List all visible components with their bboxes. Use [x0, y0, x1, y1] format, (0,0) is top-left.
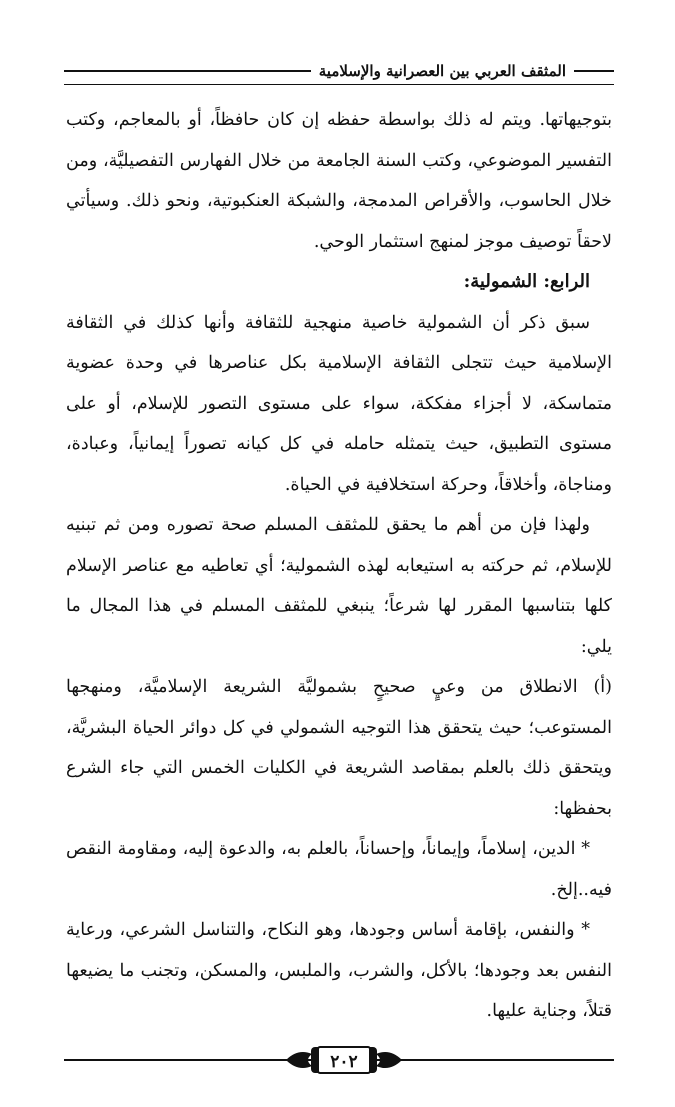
- paragraph-4: (أ) الانطلاق من وعيٍ صحيحٍ بشموليَّة الشريعة الإسلاميَّة، ومنهجها المستوعب؛ حيث يتحقق هذا التوجيه الشمولي في كل دوائر الحياة البشريَّة، ويتحقق ذلك بالعلم بمقاصد الشريعة في الكليات الخمس التي جاء الشرع بحفظها:: [66, 677, 612, 819]
- paragraph-2: سبق ذكر أن الشمولية خاصية منهجية للثقافة وأنها كذلك في الثقافة الإسلامية حيث تتجلى الثقافة الإسلامية بكل عناصرها في وحدة عضوية متماسكة، لا أجزاء مفككة، سواء على مستوى التصور للإسلام، أو على مستوى التطبيق، حيث يتمثله حامله في كل كيانه تصوراً إيمانياً، وعبادة، ومناجاة، وأخلاقاً، وحركة استخلافية في الحياة.: [66, 312, 612, 495]
- section-heading: الرابع: الشمولية:: [463, 271, 590, 292]
- header-rule-left: [64, 70, 311, 72]
- paragraph-5: * الدين، إسلاماً، وإيماناً، وإحساناً، بالعلم به، والدعوة إليه، ومقاومة النقص فيه..إلخ.: [66, 839, 612, 900]
- page-number: ٢٠٢: [317, 1046, 371, 1074]
- header-title: المثقف العربي بين العصرانية والإسلامية: [318, 62, 566, 80]
- header-rule-right: [574, 70, 614, 72]
- page-body: [66, 100, 612, 1032]
- header-underline: [64, 84, 614, 85]
- paragraph-3: ولهذا فإن من أهم ما يحقق للمثقف المسلم صحة تصوره ومن ثم تبنيه للإسلام، ثم حركته به استيعابه لهذه الشمولية؛ أي تعاطيه مع عناصر الإسلام كلها بتناسبها المقرر لها شرعاً؛ ينبغي للمثقف المسلم في هذا المجال ما يلي:: [66, 515, 612, 657]
- running-header: [64, 58, 614, 84]
- page-footer: [64, 1040, 614, 1080]
- paragraph-1: بتوجيهاتها. ويتم له ذلك بواسطة حفظه إن كان حافظاً، أو بالمعاجم، وكتب التفسير الموضوعي، وكتب السنة الجامعة من خلال الفهارس التفصيليَّة، ومن خلال الحاسوب، والأقراص المدمجة، والشبكة العنكبوتية، ونحو ذلك. وسيأتي لاحقاً توصيف موجز لمنهج استثمار الوحي.: [66, 110, 612, 252]
- paragraph-6: * والنفس، بإقامة أساس وجودها، وهو النكاح، والتناسل الشرعي، ورعاية النفس بعد وجودها؛ بالأكل، والشرب، والملبس، والمسكن، وتجنب ما يضيعها قتلاً، وجناية عليها.: [66, 920, 612, 1021]
